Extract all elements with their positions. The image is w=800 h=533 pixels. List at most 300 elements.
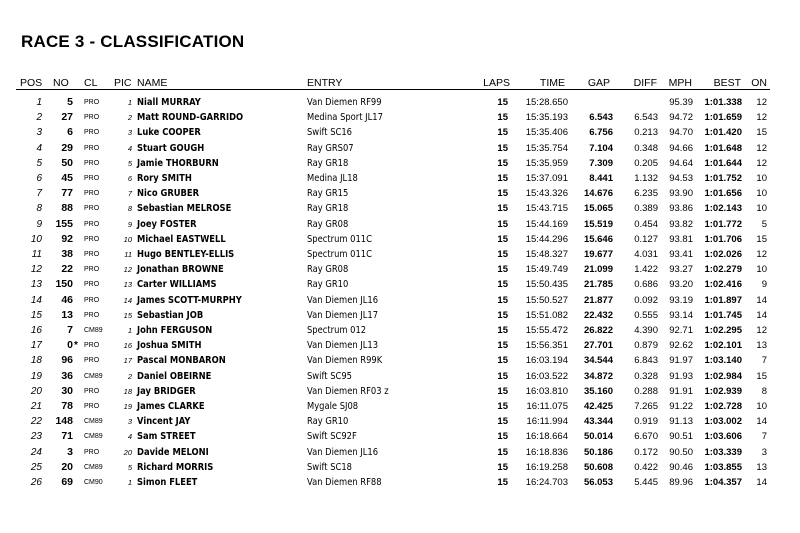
table-row — [0, 414, 800, 429]
position-cell: 16 — [30, 325, 42, 336]
gap-cell: 6.543 — [589, 112, 613, 124]
car-number-cell: 71 — [61, 430, 73, 443]
position-cell: 21 — [30, 401, 42, 412]
best-on-lap-cell: 12 — [756, 249, 767, 260]
header-on: ON — [751, 77, 767, 89]
car-number-cell: 77 — [61, 187, 73, 200]
diff-cell: 0.686 — [634, 279, 658, 291]
mph-cell: 89.96 — [669, 477, 693, 488]
car-number-cell: 6 — [67, 126, 73, 139]
diff-cell: 4.390 — [634, 325, 658, 336]
class-cell: PRO — [84, 387, 100, 395]
table-row — [0, 445, 800, 460]
position-in-class-cell: 18 — [123, 386, 132, 396]
gap-cell: 50.014 — [583, 431, 613, 443]
driver-name-cell: Simon FLEET — [137, 477, 198, 488]
table-row — [0, 171, 800, 186]
class-cell: CM89 — [84, 372, 103, 380]
best-lap-cell: 1:02.295 — [704, 325, 742, 336]
driver-name-cell: Nico GRUBER — [137, 188, 200, 200]
position-in-class-cell: 8 — [127, 204, 132, 214]
laps-cell: 15 — [497, 127, 508, 139]
diff-cell: 6.843 — [634, 355, 658, 367]
race-time-cell: 16:11.994 — [526, 416, 568, 428]
diff-cell: 0.288 — [634, 385, 658, 397]
entry-cell: Van Diemen RF99 — [307, 97, 382, 108]
mph-cell: 93.90 — [669, 188, 693, 200]
header-pos: POS — [20, 77, 43, 89]
best-lap-cell: 1:03.002 — [704, 416, 742, 428]
laps-cell: 15 — [497, 249, 508, 260]
car-number-cell: 3 — [67, 445, 73, 458]
table-row — [0, 217, 800, 232]
driver-name-cell: Michael EASTWELL — [137, 233, 226, 245]
race-time-cell: 15:51.082 — [525, 309, 568, 321]
best-on-lap-cell: 5 — [761, 218, 767, 230]
diff-cell: 0.422 — [634, 461, 658, 473]
best-on-lap-cell: 10 — [756, 401, 767, 412]
gap-cell: 15.065 — [583, 203, 613, 215]
table-row — [0, 429, 800, 444]
driver-name-cell: Niall MURRAY — [137, 97, 201, 108]
table-row — [0, 384, 800, 399]
position-cell: 13 — [30, 279, 42, 291]
table-row — [0, 293, 800, 308]
best-on-lap-cell: 12 — [756, 157, 767, 169]
car-number-cell: 78 — [61, 400, 73, 412]
position-cell: 10 — [30, 233, 42, 245]
best-lap-cell: 1:02.279 — [704, 264, 742, 276]
diff-cell: 0.127 — [634, 233, 658, 245]
position-in-class-cell: 7 — [127, 189, 132, 199]
best-on-lap-cell: 10 — [756, 188, 767, 200]
class-cell: PRO — [84, 159, 100, 167]
entry-cell: Medina JL18 — [307, 173, 358, 184]
laps-cell: 15 — [497, 431, 508, 443]
position-cell: 5 — [36, 157, 42, 169]
mph-cell: 94.66 — [669, 142, 693, 154]
table-row — [0, 308, 800, 323]
mph-cell: 94.70 — [669, 127, 693, 139]
best-on-lap-cell: 14 — [756, 309, 767, 321]
entry-cell: Ray GR08 — [307, 218, 349, 230]
car-number-cell: 29 — [61, 141, 73, 154]
gap-cell: 21.099 — [583, 264, 613, 276]
laps-cell: 15 — [497, 477, 508, 488]
race-time-cell: 15:48.327 — [525, 249, 568, 260]
driver-name-cell: Joey FOSTER — [137, 218, 197, 230]
gap-cell: 7.309 — [589, 157, 613, 169]
best-lap-cell: 1:03.606 — [704, 431, 742, 443]
best-on-lap-cell: 7 — [761, 355, 767, 367]
laps-cell: 15 — [497, 401, 508, 412]
best-lap-cell: 1:01.745 — [704, 309, 742, 321]
best-lap-cell: 1:01.772 — [704, 218, 742, 230]
driver-name-cell: Pascal MONBARON — [137, 355, 226, 367]
diff-cell: 6.670 — [634, 431, 658, 443]
entry-cell: Van Diemen JL17 — [307, 309, 379, 321]
entry-cell: Medina Sport JL17 — [307, 112, 383, 124]
entry-cell: Swift SC16 — [307, 127, 352, 139]
position-cell: 14 — [30, 294, 42, 306]
gap-cell: 15.646 — [583, 233, 613, 245]
entry-cell: Van Diemen JL13 — [307, 340, 379, 352]
class-cell: PRO — [84, 251, 100, 258]
entry-cell: Van Diemen RF03 z — [307, 385, 389, 397]
class-cell: PRO — [84, 311, 100, 319]
header-laps: LAPS — [483, 77, 510, 89]
position-in-class-cell: 4 — [127, 432, 132, 442]
mph-cell: 93.82 — [669, 218, 693, 230]
best-on-lap-cell: 12 — [756, 325, 767, 336]
best-lap-cell: 1:02.728 — [704, 401, 742, 412]
gap-cell: 26.822 — [583, 325, 613, 336]
entry-cell: Van Diemen RF88 — [307, 477, 382, 488]
class-cell: PRO — [84, 114, 100, 122]
laps-cell: 15 — [497, 112, 508, 124]
gap-cell: 8.441 — [589, 173, 613, 184]
race-time-cell: 15:44.169 — [525, 218, 568, 230]
gap-cell: 14.676 — [583, 188, 613, 200]
diff-cell: 0.555 — [634, 309, 658, 321]
best-lap-cell: 1:02.984 — [704, 370, 742, 382]
table-row — [0, 201, 800, 216]
position-in-class-cell: 5 — [127, 462, 132, 472]
diff-cell: 1.422 — [634, 264, 658, 276]
mph-cell: 91.13 — [669, 416, 693, 428]
diff-cell: 0.213 — [634, 127, 658, 139]
position-cell: 9 — [36, 218, 42, 230]
driver-name-cell: Joshua SMITH — [137, 340, 202, 352]
mph-cell: 94.72 — [669, 112, 693, 124]
driver-name-cell: Sebastian JOB — [137, 309, 204, 321]
mph-cell: 92.71 — [669, 325, 693, 336]
best-lap-cell: 1:02.143 — [704, 203, 742, 215]
header-entry: ENTRY — [307, 77, 343, 89]
driver-name-cell: Sebastian MELROSE — [137, 203, 232, 215]
entry-cell: Swift SC95 — [307, 370, 352, 382]
race-time-cell: 16:03.194 — [525, 355, 568, 367]
class-cell: PRO — [84, 144, 100, 152]
position-cell: 3 — [36, 127, 42, 139]
position-in-class-cell: 3 — [127, 417, 132, 427]
class-cell: PRO — [84, 205, 100, 213]
driver-name-cell: Hugo BENTLEY-ELLIS — [137, 249, 235, 260]
laps-cell: 15 — [497, 264, 508, 276]
class-cell: PRO — [84, 190, 100, 198]
header-gap: GAP — [587, 77, 610, 89]
mph-cell: 93.86 — [669, 203, 693, 215]
diff-cell: 0.348 — [634, 142, 658, 154]
race-time-cell: 16:03.522 — [525, 370, 568, 382]
diff-cell: 5.445 — [634, 477, 658, 488]
race-time-cell: 15:35.193 — [525, 112, 568, 124]
best-lap-cell: 1:01.897 — [704, 294, 742, 306]
header-pic: PIC — [114, 77, 132, 89]
table-row — [0, 460, 800, 475]
position-cell: 8 — [36, 203, 42, 215]
position-in-class-cell: 10 — [123, 234, 132, 244]
race-time-cell: 15:55.472 — [525, 325, 568, 336]
laps-cell: 15 — [497, 203, 508, 215]
header-divider — [16, 89, 770, 90]
position-cell: 4 — [36, 142, 42, 154]
car-number-cell: 150 — [55, 278, 73, 291]
position-in-class-cell: 19 — [123, 402, 132, 411]
class-cell: PRO — [84, 403, 100, 410]
race-time-cell: 15:35.959 — [525, 157, 568, 169]
car-number-cell: 27 — [61, 111, 73, 124]
entry-cell: Ray GR10 — [307, 279, 349, 291]
position-in-class-cell: 1 — [127, 326, 132, 335]
class-cell: PRO — [84, 357, 100, 365]
laps-cell: 15 — [497, 385, 508, 397]
best-lap-cell: 1:01.420 — [704, 127, 742, 139]
car-number-cell: 148 — [55, 415, 73, 428]
best-on-lap-cell: 14 — [756, 416, 767, 428]
gap-cell: 22.432 — [583, 309, 613, 321]
entry-cell: Ray GRS07 — [307, 142, 354, 154]
race-time-cell: 16:24.703 — [525, 477, 568, 488]
race-time-cell: 16:11.075 — [526, 401, 568, 412]
laps-cell: 15 — [497, 416, 508, 428]
class-cell: PRO — [84, 448, 100, 456]
laps-cell: 15 — [497, 309, 508, 321]
position-cell: 15 — [30, 309, 42, 321]
position-cell: 17 — [30, 340, 42, 352]
gap-cell: 35.160 — [583, 385, 613, 397]
best-on-lap-cell: 12 — [756, 112, 767, 124]
best-lap-cell: 1:02.026 — [704, 249, 742, 260]
position-in-class-cell: 4 — [127, 143, 132, 153]
entry-cell: Ray GR08 — [307, 264, 349, 276]
table-row — [0, 369, 800, 384]
class-cell: PRO — [84, 220, 100, 228]
laps-cell: 15 — [497, 157, 508, 169]
table-row — [0, 141, 800, 156]
best-lap-cell: 1:03.339 — [704, 446, 742, 458]
driver-name-cell: Stuart GOUGH — [137, 142, 205, 154]
header-mph: MPH — [668, 77, 692, 89]
mph-cell: 93.14 — [669, 309, 693, 321]
laps-cell: 15 — [497, 294, 508, 306]
mph-cell: 94.53 — [669, 173, 693, 184]
position-cell: 26 — [30, 477, 42, 488]
best-lap-cell: 1:02.939 — [704, 385, 742, 397]
best-on-lap-cell: 14 — [756, 294, 767, 306]
penalty-mark-cell: * — [74, 340, 78, 352]
gap-cell: 15.519 — [583, 218, 613, 230]
mph-cell: 90.50 — [669, 446, 693, 458]
entry-cell: Ray GR10 — [307, 416, 349, 428]
best-lap-cell: 1:01.752 — [704, 173, 742, 184]
car-number-cell: 46 — [61, 293, 73, 306]
best-on-lap-cell: 15 — [756, 127, 767, 139]
laps-cell: 15 — [497, 279, 508, 291]
diff-cell: 0.389 — [634, 203, 658, 215]
position-in-class-cell: 1 — [127, 98, 132, 107]
table-row — [0, 156, 800, 171]
gap-cell: 21.785 — [583, 279, 613, 291]
mph-cell: 93.19 — [669, 294, 693, 306]
gap-cell: 6.756 — [589, 127, 613, 139]
header-no: NO — [53, 77, 69, 89]
best-on-lap-cell: 10 — [756, 173, 767, 184]
laps-cell: 15 — [497, 370, 508, 382]
diff-cell: 0.092 — [634, 294, 658, 306]
position-in-class-cell: 1 — [127, 478, 132, 487]
class-cell: PRO — [84, 342, 100, 350]
table-row — [0, 353, 800, 368]
mph-cell: 94.64 — [669, 157, 693, 169]
mph-cell: 91.93 — [669, 370, 693, 382]
class-cell: PRO — [84, 266, 100, 274]
driver-name-cell: Jay BRIDGER — [137, 385, 196, 397]
position-in-class-cell: 2 — [127, 371, 132, 381]
entry-cell: Van Diemen R99K — [307, 355, 383, 367]
header-name: NAME — [137, 77, 168, 89]
header-best: BEST — [713, 77, 741, 89]
best-on-lap-cell: 3 — [761, 446, 767, 458]
race-time-cell: 16:19.258 — [525, 461, 568, 473]
position-in-class-cell: 13 — [123, 280, 132, 290]
table-row — [0, 323, 800, 338]
position-in-class-cell: 3 — [127, 128, 132, 138]
entry-cell: Swift SC92F — [307, 431, 357, 443]
car-number-cell: 155 — [55, 217, 73, 230]
position-cell: 20 — [30, 385, 42, 397]
car-number-cell: 69 — [61, 476, 73, 488]
best-lap-cell: 1:04.357 — [704, 477, 742, 488]
race-time-cell: 15:43.326 — [525, 188, 568, 200]
best-on-lap-cell: 12 — [756, 97, 767, 108]
laps-cell: 15 — [497, 142, 508, 154]
car-number-cell: 20 — [61, 460, 73, 473]
entry-cell: Ray GR18 — [307, 157, 349, 169]
gap-cell: 27.701 — [583, 340, 613, 352]
diff-cell: 6.235 — [634, 188, 658, 200]
car-number-cell: 45 — [61, 172, 73, 184]
driver-name-cell: Sam STREET — [137, 431, 196, 443]
race-time-cell: 16:03.810 — [525, 385, 568, 397]
race-time-cell: 15:56.351 — [525, 340, 568, 352]
best-on-lap-cell: 14 — [756, 477, 767, 488]
class-cell: PRO — [84, 99, 100, 106]
position-cell: 22 — [30, 416, 42, 428]
best-on-lap-cell: 12 — [756, 142, 767, 154]
laps-cell: 15 — [497, 340, 508, 352]
table-row — [0, 399, 800, 414]
best-lap-cell: 1:03.140 — [704, 355, 742, 367]
position-in-class-cell: 15 — [123, 310, 132, 320]
class-cell: CM90 — [84, 479, 103, 486]
position-cell: 7 — [36, 188, 42, 200]
class-cell: CM89 — [84, 433, 103, 441]
best-lap-cell: 1:01.648 — [704, 142, 742, 154]
gap-cell: 43.344 — [583, 416, 613, 428]
best-lap-cell: 1:01.706 — [704, 233, 742, 245]
mph-cell: 91.97 — [669, 355, 693, 367]
diff-cell: 0.879 — [634, 340, 658, 352]
car-number-cell: 30 — [61, 384, 73, 397]
table-row — [0, 262, 800, 277]
best-lap-cell: 1:03.855 — [704, 461, 742, 473]
car-number-cell: 96 — [61, 354, 73, 367]
car-number-cell: 92 — [61, 232, 73, 245]
mph-cell: 93.81 — [669, 233, 693, 245]
mph-cell: 93.20 — [669, 279, 693, 291]
entry-cell: Spectrum 011C — [307, 249, 372, 260]
diff-cell: 0.454 — [634, 218, 658, 230]
driver-name-cell: Vincent JAY — [137, 416, 191, 428]
position-in-class-cell: 16 — [123, 341, 132, 351]
driver-name-cell: Jamie THORBURN — [137, 157, 219, 169]
mph-cell: 90.51 — [669, 431, 693, 443]
table-row — [0, 95, 800, 110]
position-cell: 25 — [30, 461, 42, 473]
gap-cell: 19.677 — [583, 249, 613, 260]
gap-cell: 50.608 — [583, 461, 613, 473]
class-cell: PRO — [84, 296, 100, 304]
mph-cell: 91.22 — [669, 401, 693, 412]
mph-cell: 93.27 — [669, 264, 693, 276]
driver-name-cell: Matt ROUND-GARRIDO — [137, 112, 244, 124]
position-in-class-cell: 11 — [124, 250, 132, 259]
gap-cell: 56.053 — [583, 477, 613, 488]
car-number-cell: 13 — [61, 308, 73, 321]
car-number-cell: 38 — [61, 248, 73, 260]
class-cell: CM89 — [84, 418, 103, 426]
best-lap-cell: 1:01.659 — [704, 112, 742, 124]
position-in-class-cell: 17 — [123, 356, 132, 366]
diff-cell: 0.172 — [634, 446, 658, 458]
laps-cell: 15 — [497, 461, 508, 473]
position-cell: 24 — [30, 446, 42, 458]
laps-cell: 15 — [497, 188, 508, 200]
position-cell: 2 — [36, 112, 42, 124]
gap-cell: 34.872 — [583, 370, 613, 382]
best-on-lap-cell: 13 — [756, 461, 767, 473]
car-number-cell: 36 — [61, 369, 73, 382]
gap-cell: 42.425 — [583, 401, 613, 412]
driver-name-cell: James CLARKE — [137, 401, 205, 412]
driver-name-cell: Rory SMITH — [137, 173, 192, 184]
position-in-class-cell: 14 — [123, 295, 132, 305]
best-lap-cell: 1:01.338 — [704, 97, 742, 108]
race-time-cell: 15:28.650 — [525, 97, 568, 108]
table-row — [0, 277, 800, 292]
diff-cell: 0.205 — [634, 157, 658, 169]
position-in-class-cell: 20 — [123, 447, 132, 457]
gap-cell: 50.186 — [583, 446, 613, 458]
table-row — [0, 475, 800, 490]
table-row — [0, 338, 800, 353]
entry-cell: Van Diemen JL16 — [307, 294, 379, 306]
car-number-cell: 0 — [67, 339, 73, 352]
car-number-cell: 7 — [67, 324, 73, 336]
laps-cell: 15 — [497, 218, 508, 230]
driver-name-cell: James SCOTT-MURPHY — [137, 294, 242, 306]
entry-cell: Ray GR15 — [307, 188, 349, 200]
best-on-lap-cell: 10 — [756, 264, 767, 276]
diff-cell: 1.132 — [634, 173, 658, 184]
position-in-class-cell: 6 — [127, 174, 132, 183]
best-on-lap-cell: 15 — [756, 370, 767, 382]
position-cell: 12 — [30, 264, 42, 276]
mph-cell: 90.46 — [669, 461, 693, 473]
driver-name-cell: Carter WILLIAMS — [137, 279, 217, 291]
position-cell: 23 — [30, 431, 42, 443]
